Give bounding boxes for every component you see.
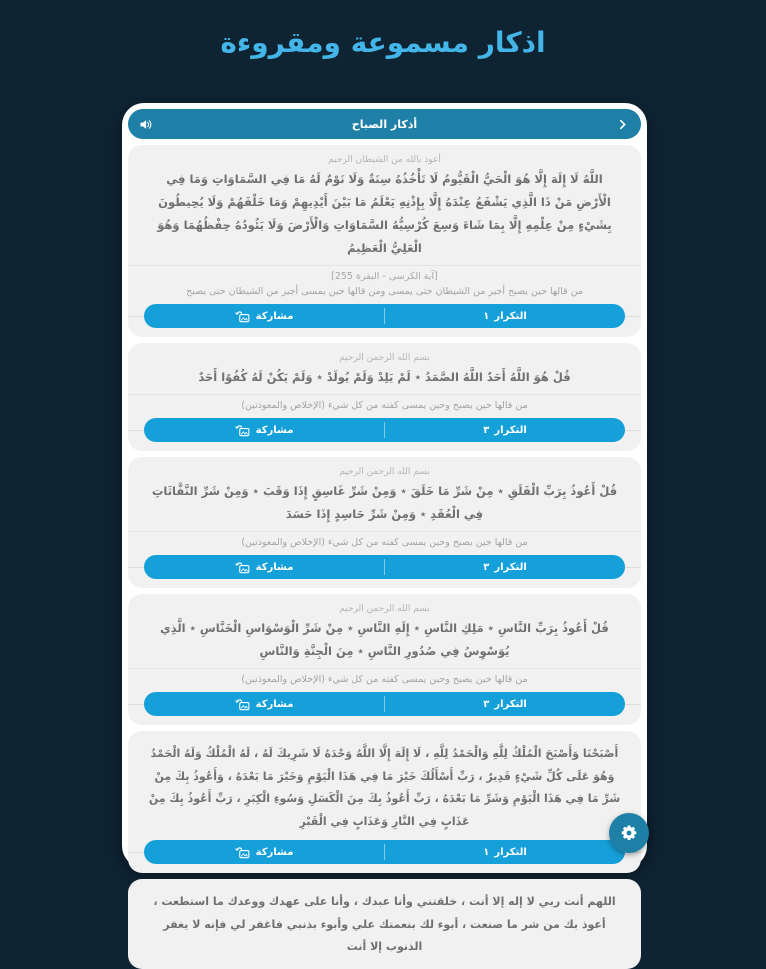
divider — [128, 668, 641, 669]
share-icon — [235, 424, 251, 437]
share-button[interactable] — [144, 418, 384, 442]
repeat-button[interactable] — [385, 418, 625, 442]
actions-pill — [144, 555, 625, 579]
repeat-label: التكرار — [494, 310, 527, 322]
dhikr-card-annas — [128, 594, 641, 725]
repeat-button[interactable] — [385, 555, 625, 579]
dhikr-text: اللهم أنت ربي لا إله إلا أنت ، خلقتني وأنا عبدك ، وأنا على عهدك ووعدك ما استطعت ، أعوذ بك من شر ما صنعت ، أبوء لك بنعمتك علي وأبوء بذنبي فاغفر لي فإنه لا يغفر الذنوب إلا أنت — [153, 895, 616, 954]
settings-fab[interactable] — [609, 813, 649, 853]
actions-pill — [144, 692, 625, 716]
share-button[interactable] — [144, 840, 384, 864]
divider — [128, 531, 641, 532]
dhikr-note: من قالها حين يصبح وحين يمسى كفته من كل شيء (الإخلاص والمعوذتين) — [241, 400, 528, 411]
repeat-count: ١ — [483, 310, 490, 322]
repeat-label: التكرار — [494, 846, 527, 858]
divider — [384, 696, 385, 712]
repeat-button[interactable] — [385, 840, 625, 864]
basmala-line: بسم الله الرحمن الرحيم — [339, 604, 430, 614]
basmala-line: بسم الله الرحمن الرحيم — [339, 353, 430, 363]
istiadha-line: أعوذ بالله من الشيطان الرجيم — [328, 155, 441, 165]
gear-icon — [620, 824, 638, 842]
dhikr-note: من قالها حين يصبح وحين يمسى كفته من كل شيء (الإخلاص والمعوذتين) — [241, 674, 528, 685]
repeat-button[interactable] — [385, 304, 625, 328]
section-title: أذكار الصباح — [351, 117, 418, 131]
repeat-button[interactable] — [385, 692, 625, 716]
page-title: اذكار مسموعة ومقروءة — [220, 26, 546, 59]
divider — [625, 430, 641, 431]
divider — [384, 308, 385, 324]
divider — [384, 844, 385, 860]
divider — [625, 567, 641, 568]
divider — [625, 316, 641, 317]
chevron-right-icon[interactable] — [616, 109, 629, 139]
divider — [625, 704, 641, 705]
dhikr-card-asbahna — [128, 731, 641, 873]
card-actions — [128, 304, 641, 328]
actions-pill — [144, 840, 625, 864]
repeat-count: ٣ — [483, 698, 490, 710]
card-actions — [128, 692, 641, 716]
share-icon — [235, 846, 251, 859]
share-label: مشاركة — [255, 310, 294, 322]
basmala-line: بسم الله الرحمن الرحيم — [339, 467, 430, 477]
adhkar-panel — [122, 103, 647, 954]
share-label: مشاركة — [255, 846, 294, 858]
repeat-label: التكرار — [494, 698, 527, 710]
share-icon — [235, 698, 251, 711]
divider — [384, 559, 385, 575]
dhikr-card-ayat-alkursi — [128, 145, 641, 337]
share-label: مشاركة — [255, 424, 294, 436]
divider — [384, 422, 385, 438]
dhikr-note: من قالها حين يصبح أجير من الشيطان حتى يمسى ومن قالها حين يمسى أجير من الشيطان حتى يصبح — [186, 286, 583, 297]
repeat-count: ٣ — [483, 424, 490, 436]
share-button[interactable] — [144, 555, 384, 579]
dhikr-card-alikhlas — [128, 343, 641, 451]
repeat-count: ٣ — [483, 561, 490, 573]
dhikr-text: قُلْ هُوَ اللَّهُ أَحَدٌ اللَّهُ الصَّمَدُ ٭ لَمْ يَلِدْ وَلَمْ يُولَدْ ٭ وَلَمْ يَكُنْ لَهُ كُفُوًا أَحَدٌ — [198, 370, 571, 384]
panel-content — [128, 109, 641, 954]
dhikr-text: اللَّهُ لَا إِلَهَ إِلَّا هُوَ الْحَيُّ الْقَيُّومُ لَا تَأْخُذُهُ سِنَةٌ وَلَا نَوْمٌ لَهُ مَا فِي السَّمَاوَاتِ وَمَا فِي الْأَرْضِ مَنْ ذَا الَّذِي يَشْفَعُ عِنْدَهُ إِلَّا بِإِذْنِهِ يَعْلَمُ مَا بَيْنَ أَيْدِيهِمْ وَمَا خَلْفَهُمْ وَلَا يُحِيطُونَ بِشَيْءٍ مِنْ عِلْمِهِ إِلَّا بِمَا شَاءَ وَسِعَ كُرْسِيُّهُ السَّمَاوَاتِ وَالْأَرْضَ وَلَا يَئُودُهُ حِفْظُهُمَا وَهُوَ الْعَلِيُّ الْعَظِيمُ — [157, 172, 612, 255]
divider — [128, 430, 144, 431]
dhikr-source: [آية الكرسى - البقرة 255] — [331, 271, 438, 282]
divider — [128, 316, 144, 317]
divider — [128, 265, 641, 266]
divider — [128, 852, 144, 853]
divider — [128, 704, 144, 705]
actions-pill — [144, 418, 625, 442]
dhikr-note: من قالها حين يصبح وحين يمسى كفته من كل شيء (الإخلاص والمعوذتين) — [241, 537, 528, 548]
dhikr-text: قُلْ أَعُوذُ بِرَبِّ الْفَلَقِ ٭ مِنْ شَرِّ مَا خَلَقَ ٭ وَمِنْ شَرِّ غَاسِقٍ إِذَا وَقَبَ ٭ وَمِنْ شَرِّ النَّفَّاثَاتِ فِي الْعُقَدِ ٭ وَمِنْ شَرِّ حَاسِدٍ إِذَا حَسَدَ — [151, 484, 618, 521]
repeat-label: التكرار — [494, 424, 527, 436]
dhikr-text: قُلْ أَعُوذُ بِرَبِّ النَّاسِ ٭ مَلِكِ النَّاسِ ٭ إِلَهِ النَّاسِ ٭ مِنْ شَرِّ الْوَسْوَاسِ الْخَنَّاسِ ٭ الَّذِي يُوَسْوِسُ فِي صُدُورِ النَّاسِ ٭ مِنَ الْجِنَّةِ وَالنَّاسِ — [160, 621, 609, 658]
divider — [128, 394, 641, 395]
section-header[interactable] — [128, 109, 641, 139]
share-label: مشاركة — [255, 698, 294, 710]
divider — [128, 567, 144, 568]
repeat-label: التكرار — [494, 561, 527, 573]
card-actions — [128, 555, 641, 579]
speaker-icon[interactable] — [138, 109, 153, 139]
dhikr-card-istighfar — [128, 879, 641, 969]
share-icon — [235, 310, 251, 323]
repeat-count: ١ — [483, 846, 490, 858]
dhikr-card-alfalaq — [128, 457, 641, 588]
card-actions — [128, 840, 641, 864]
share-button[interactable] — [144, 304, 384, 328]
share-icon — [235, 561, 251, 574]
share-label: مشاركة — [255, 561, 294, 573]
share-button[interactable] — [144, 692, 384, 716]
dhikr-text: أَصْبَحْنَا وَأَصْبَحَ الْمُلْكُ لِلَّهِ وَالْحَمْدُ لِلَّهِ ، لَا إِلَهَ إِلَّا اللَّهُ وَحْدَهُ لَا شَرِيكَ لَهُ ، لَهُ الْمُلْكُ وَلَهُ الْحَمْدُ وَهُوَ عَلَى كُلِّ شَيْءٍ قَدِيرٌ ، رَبِّ أَسْأَلُكَ خَيْرَ مَا فِي هَذَا الْيَوْمِ وَخَيْرَ مَا بَعْدَهُ ، وَأَعُوذُ بِكَ مِنْ شَرِّ مَا فِي هَذَا الْيَوْمِ وَشَرِّ مَا بَعْدَهُ ، رَبِّ أَعُوذُ بِكَ مِنَ الْكَسَلِ وَسُوءِ الْكِبَرِ ، رَبِّ أَعُوذُ بِكَ مِنْ عَذَابٍ فِي النَّارِ وَعَذَابٍ فِي الْقَبْرِ — [148, 747, 621, 828]
card-actions — [128, 418, 641, 442]
dhikr-list — [128, 145, 641, 969]
actions-pill — [144, 304, 625, 328]
